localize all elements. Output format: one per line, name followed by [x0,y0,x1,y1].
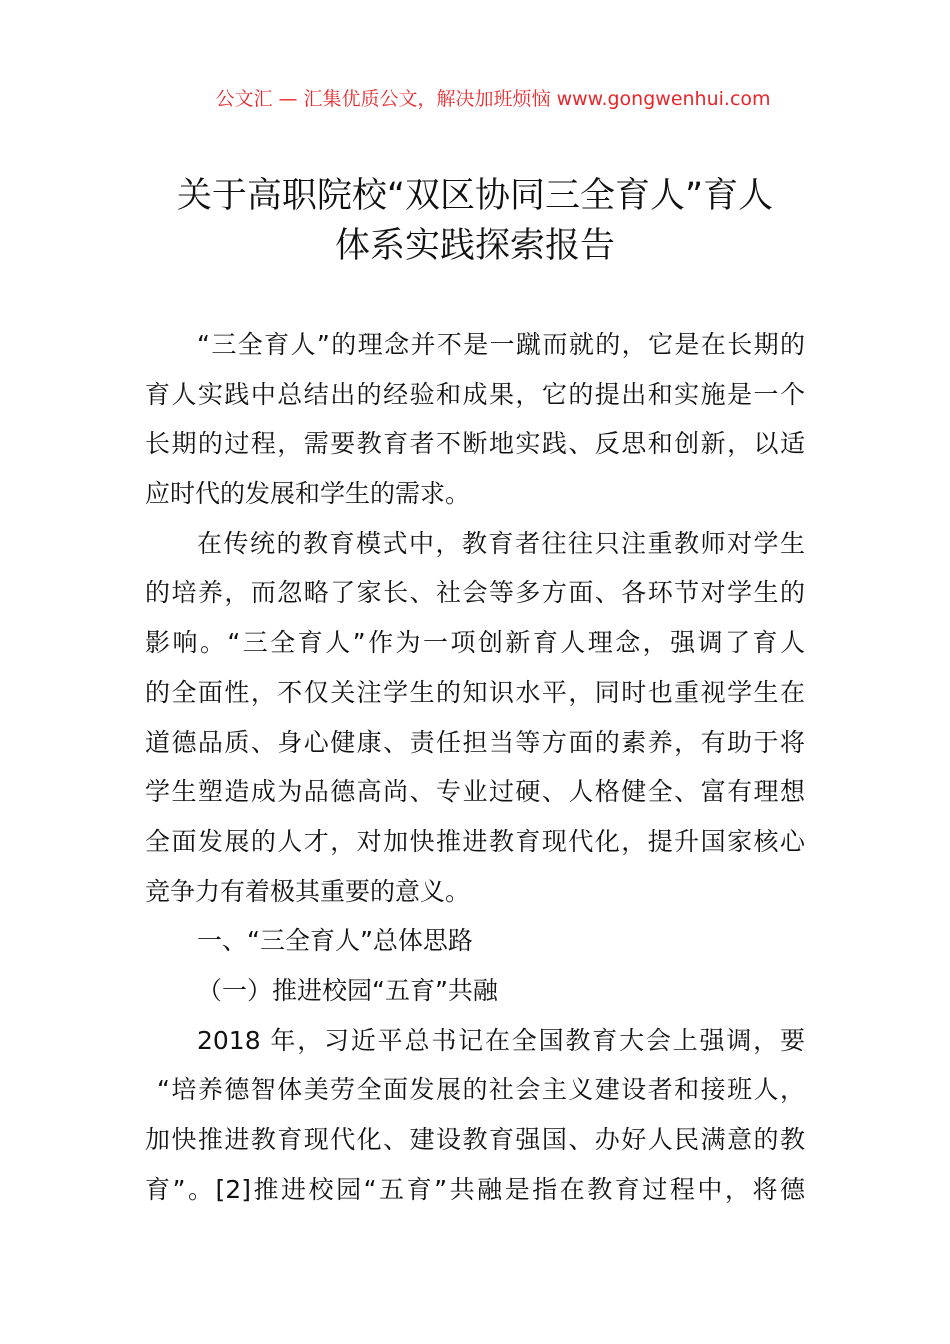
text-line: “培养德智体美劳全面发展的社会主义建设者和接班人， [157,1075,805,1105]
text-line: 在传统的教育模式中，教育者往往只注重教师对学生 [197,528,805,558]
text-line: 育人实践中总结出的经验和成果，它的提出和实施是一个 [145,379,805,409]
document-title [140,171,810,271]
text-line: 育”。[2]推进校园“五育”共融是指在教育过程中，将德 [145,1174,805,1204]
text-line: 影响。“三全育人”作为一项创新育人理念，强调了育人 [145,628,805,658]
text-line: 竞争力有着极其重要的意义。 [145,876,471,906]
title-line: 体系实践探索报告 [334,226,615,266]
text-line: 应时代的发展和学生的需求。 [145,479,471,509]
title-line: 关于高职院校“双区协同三全育人”育人 [176,176,774,216]
text-line: 加快推进教育现代化、建设教育强国、办好人民满意的教 [145,1125,805,1154]
text-line: “三全育人”的理念并不是一蹴而就的，它是在长期的 [197,330,805,359]
text-line: 学生塑造成为品德高尚、专业过硬、人格健全、富有理想 [145,777,805,807]
text-line: 一、“三全育人”总体思路 [197,926,473,956]
document-body [145,320,805,1214]
text-line: （一）推进校园“五育”共融 [197,975,498,1005]
text-line: 全面发展的人才，对加快推进教育现代化，提升国家核心 [145,826,805,856]
watermark-header: 公文汇 — 汇集优质公文，解决加班烦恼 www.gongwenhui.com [215,88,771,110]
text-line: 的培养，而忽略了家长、社会等多方面、各环节对学生的 [145,578,805,608]
text-line: 长期的过程，需要教育者不断地实践、反思和创新，以适 [145,429,805,459]
text-line: 的全面性，不仅关注学生的知识水平，同时也重视学生在 [145,677,805,707]
text-line: 2018 年，习近平总书记在全国教育大会上强调，要 [197,1025,805,1055]
text-line: 道德品质、身心健康、责任担当等方面的素养，有助于将 [145,727,805,757]
